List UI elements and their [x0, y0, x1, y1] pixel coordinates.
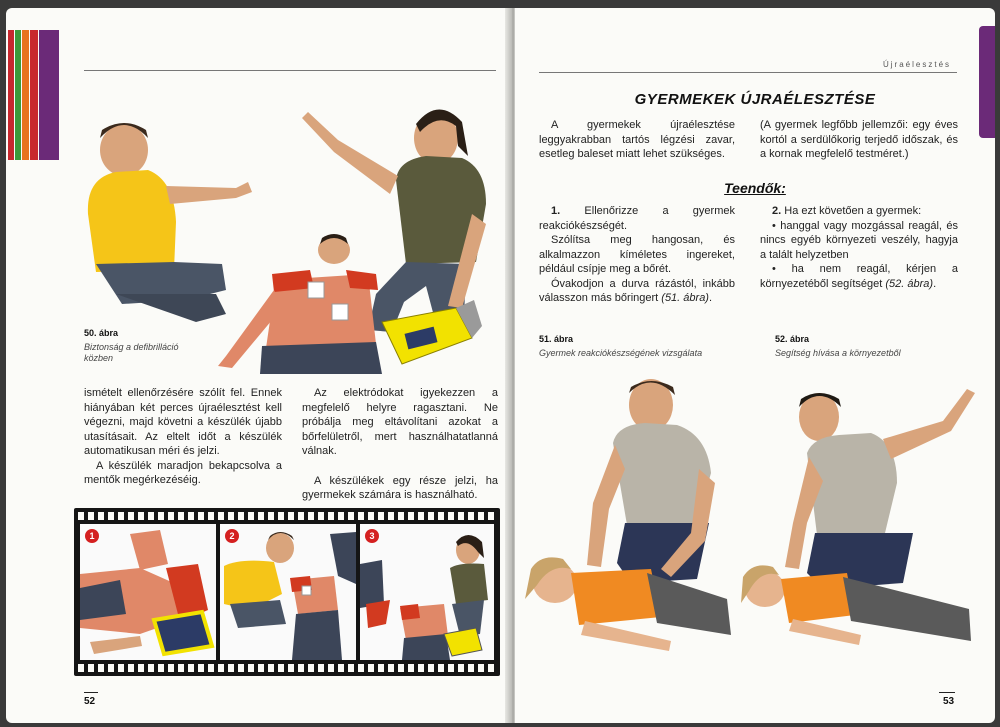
paragraph: (A gyermek legfőbb jellemzői: egy éves kortól a serdülőkorig terjedő időszak, és a kornak megfelelő testméret.) — [760, 119, 958, 160]
figure-51-caption: Gyermek reakciókészségének vizsgálata — [539, 348, 703, 358]
step-number-badge: 2 — [225, 529, 239, 543]
film-perforation — [78, 512, 496, 520]
section-title: GYERMEKEK ÚJRAÉLESZTÉSE — [634, 91, 876, 108]
figure-50-caption: Biztonság a defibrilláció közben — [84, 342, 179, 363]
header-rule — [539, 72, 957, 73]
film-perforation — [78, 664, 496, 672]
paragraph: Ellenőrizze a gyermek reakciókészségét. — [539, 205, 735, 232]
step-2-text — [760, 204, 958, 291]
film-frame-2 — [220, 524, 356, 660]
figure-50-photo — [76, 94, 496, 374]
film-frame-3 — [360, 524, 494, 660]
footer-rule — [939, 692, 955, 693]
step-number: 2. — [772, 205, 782, 217]
step-number: 1. — [551, 205, 561, 217]
page-edge-tabs — [6, 30, 60, 160]
right-page — [515, 8, 995, 723]
figure-52-photo — [737, 373, 987, 653]
paragraph: A készülék maradjon bekapcsolva a mentők megérkezéséig. — [84, 459, 282, 486]
left-text-column-2 — [302, 386, 498, 503]
figure-reference: (51. ábra) — [661, 292, 709, 304]
footer-rule — [84, 692, 98, 693]
paragraph: Ha ezt követően a gyermek: — [784, 205, 922, 217]
figure-52-caption: Segítség hívása a környezetből — [775, 348, 901, 358]
paragraph: Az elektródokat igyekezzen a megfelelő helyre ragasztani. Ne próbálja meg eltávolítani azokat a bőrfelületről, mert használhatatlanná válnak. — [302, 387, 498, 457]
paragraph: A készülékek egy része jelzi, ha gyermekek számára is használható. — [302, 474, 498, 501]
figure-51-photo — [521, 373, 741, 653]
step-number-badge: 3 — [365, 529, 379, 543]
figure-50-number: 50. ábra — [84, 328, 119, 338]
bullet-item: • hanggal vagy mozgással reagál, és nincs egyéb környezeti veszély, hagyja a talált helyzetben — [760, 219, 958, 261]
intro-text-right — [760, 118, 958, 162]
running-head: Újraélesztés — [883, 60, 952, 69]
header-rule — [84, 70, 496, 71]
punctuation: . — [933, 277, 937, 290]
step-1-text — [539, 204, 735, 306]
punctuation: . — [708, 292, 713, 304]
figure-reference: (52. ábra) — [885, 277, 934, 290]
intro-text-left — [539, 118, 735, 162]
page-number: 53 — [943, 696, 955, 707]
paragraph: Óvakodjon a durva rázástól, inkább válasszon más bőringert — [539, 277, 735, 304]
left-text-column-1 — [84, 386, 282, 488]
bullet-item: • ha nem reagál, kérjen a környezetéből segítséget — [760, 263, 958, 290]
left-page — [6, 8, 511, 723]
film-strip — [74, 508, 500, 676]
page-number: 52 — [84, 696, 96, 707]
paragraph: A gyermekek újraélesztése leggyakrabban tartós légzési zavar, esetleg baleset miatt lehet szükséges. — [539, 119, 735, 160]
step-number-badge: 1 — [85, 529, 99, 543]
figure-51-number: 51. ábra — [539, 334, 574, 344]
section-subtitle: Teendők: — [724, 180, 786, 196]
film-frame-1 — [80, 524, 216, 660]
figure-52-number: 52. ábra — [775, 334, 810, 344]
paragraph: Szólítsa meg hangosan, és alkalmazzon kíméletes ingereket, például csípje meg a bőrét. — [539, 234, 735, 275]
page-edge-tab — [979, 26, 995, 138]
paragraph: ismételt ellenőrzésére szólít fel. Ennek hiányában két perces újraélesztést kell végezni, majd követni a készülék újabb utasításait. Az eltelt időt a készülék automatikusan méri és jelzi. — [84, 387, 282, 457]
